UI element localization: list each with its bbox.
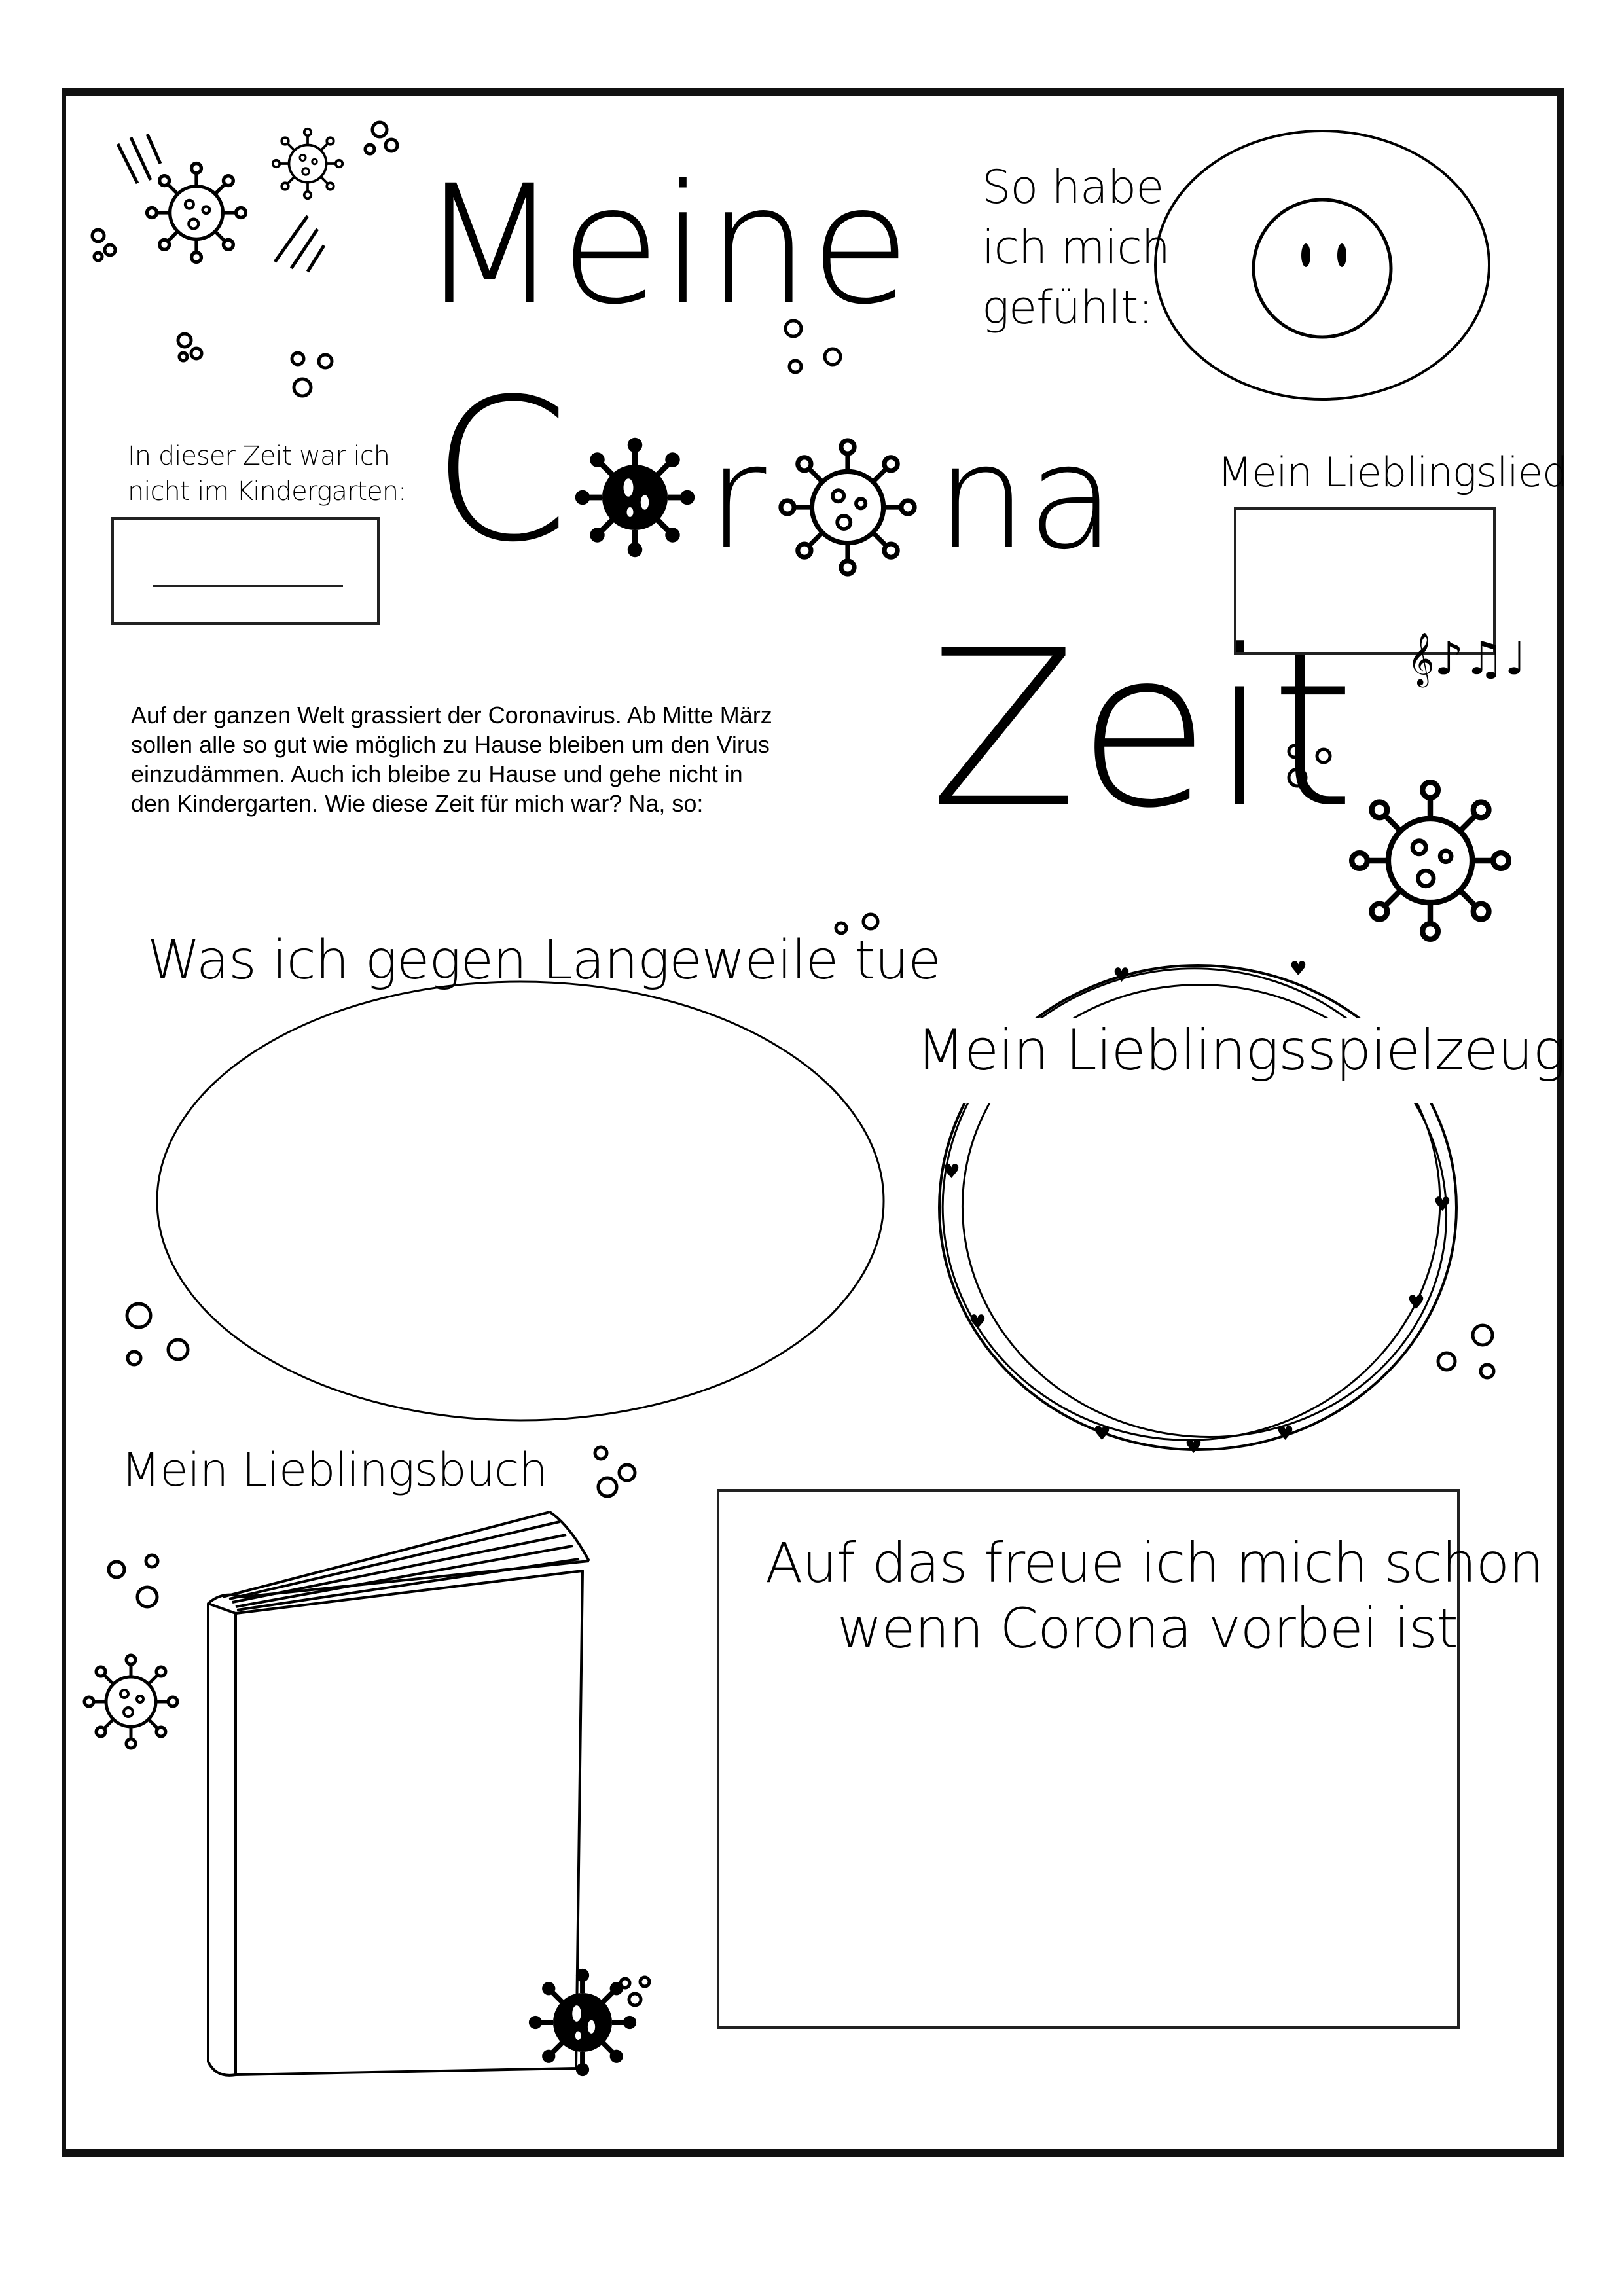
svg-text:♥: ♥ <box>1290 958 1307 980</box>
svg-text:♥: ♥ <box>943 1160 960 1183</box>
svg-text:♥: ♥ <box>1434 1193 1451 1216</box>
svg-text:♥: ♥ <box>1185 1435 1202 1458</box>
svg-text:♥: ♥ <box>1113 964 1130 987</box>
svg-text:♥: ♥ <box>1093 1422 1111 1445</box>
title-letter-r: r <box>707 414 767 581</box>
favorite-book-label: Mein Lieblingsbuch <box>121 1443 547 1497</box>
boredom-label: Was ich gegen Langeweile tue <box>147 929 941 992</box>
title-letter-c: C <box>432 357 569 585</box>
svg-text:𝄞♪♫♩: 𝄞♪♫♩ <box>1407 632 1526 685</box>
favorite-song-label: Mein Lieblingslied <box>1218 448 1568 496</box>
title-meine: Meine <box>419 150 911 340</box>
favorite-toy-label: Mein Lieblingsspielzeug <box>916 1018 1566 1083</box>
looking-forward-line1: Auf das freue ich mich schon <box>765 1531 1543 1595</box>
svg-text:♥: ♥ <box>1276 1422 1294 1445</box>
svg-text:♥: ♥ <box>969 1311 986 1334</box>
title-zeit: Zeit <box>929 604 1356 855</box>
kindergarten-label: In dieser Zeit war ich nicht im Kindergarten: <box>128 441 406 507</box>
svg-text:♥: ♥ <box>1407 1291 1425 1314</box>
title-letters-na: na <box>936 414 1116 581</box>
intro-text: Auf der ganzen Welt grassiert der Coronavirus. Ab Mitte März sollen alle so gut wie möglich zu Hause bleiben um den Virus einzudämmen. Auch ich bleibe zu Hause und gehe nicht in den Kindergarten. Wie diese Zeit für mich war? Na, so: <box>131 702 772 817</box>
feelings-label: So habe ich mich gefühlt: <box>982 160 1170 334</box>
looking-forward-line2: wenn Corona vorbei ist <box>837 1596 1458 1660</box>
